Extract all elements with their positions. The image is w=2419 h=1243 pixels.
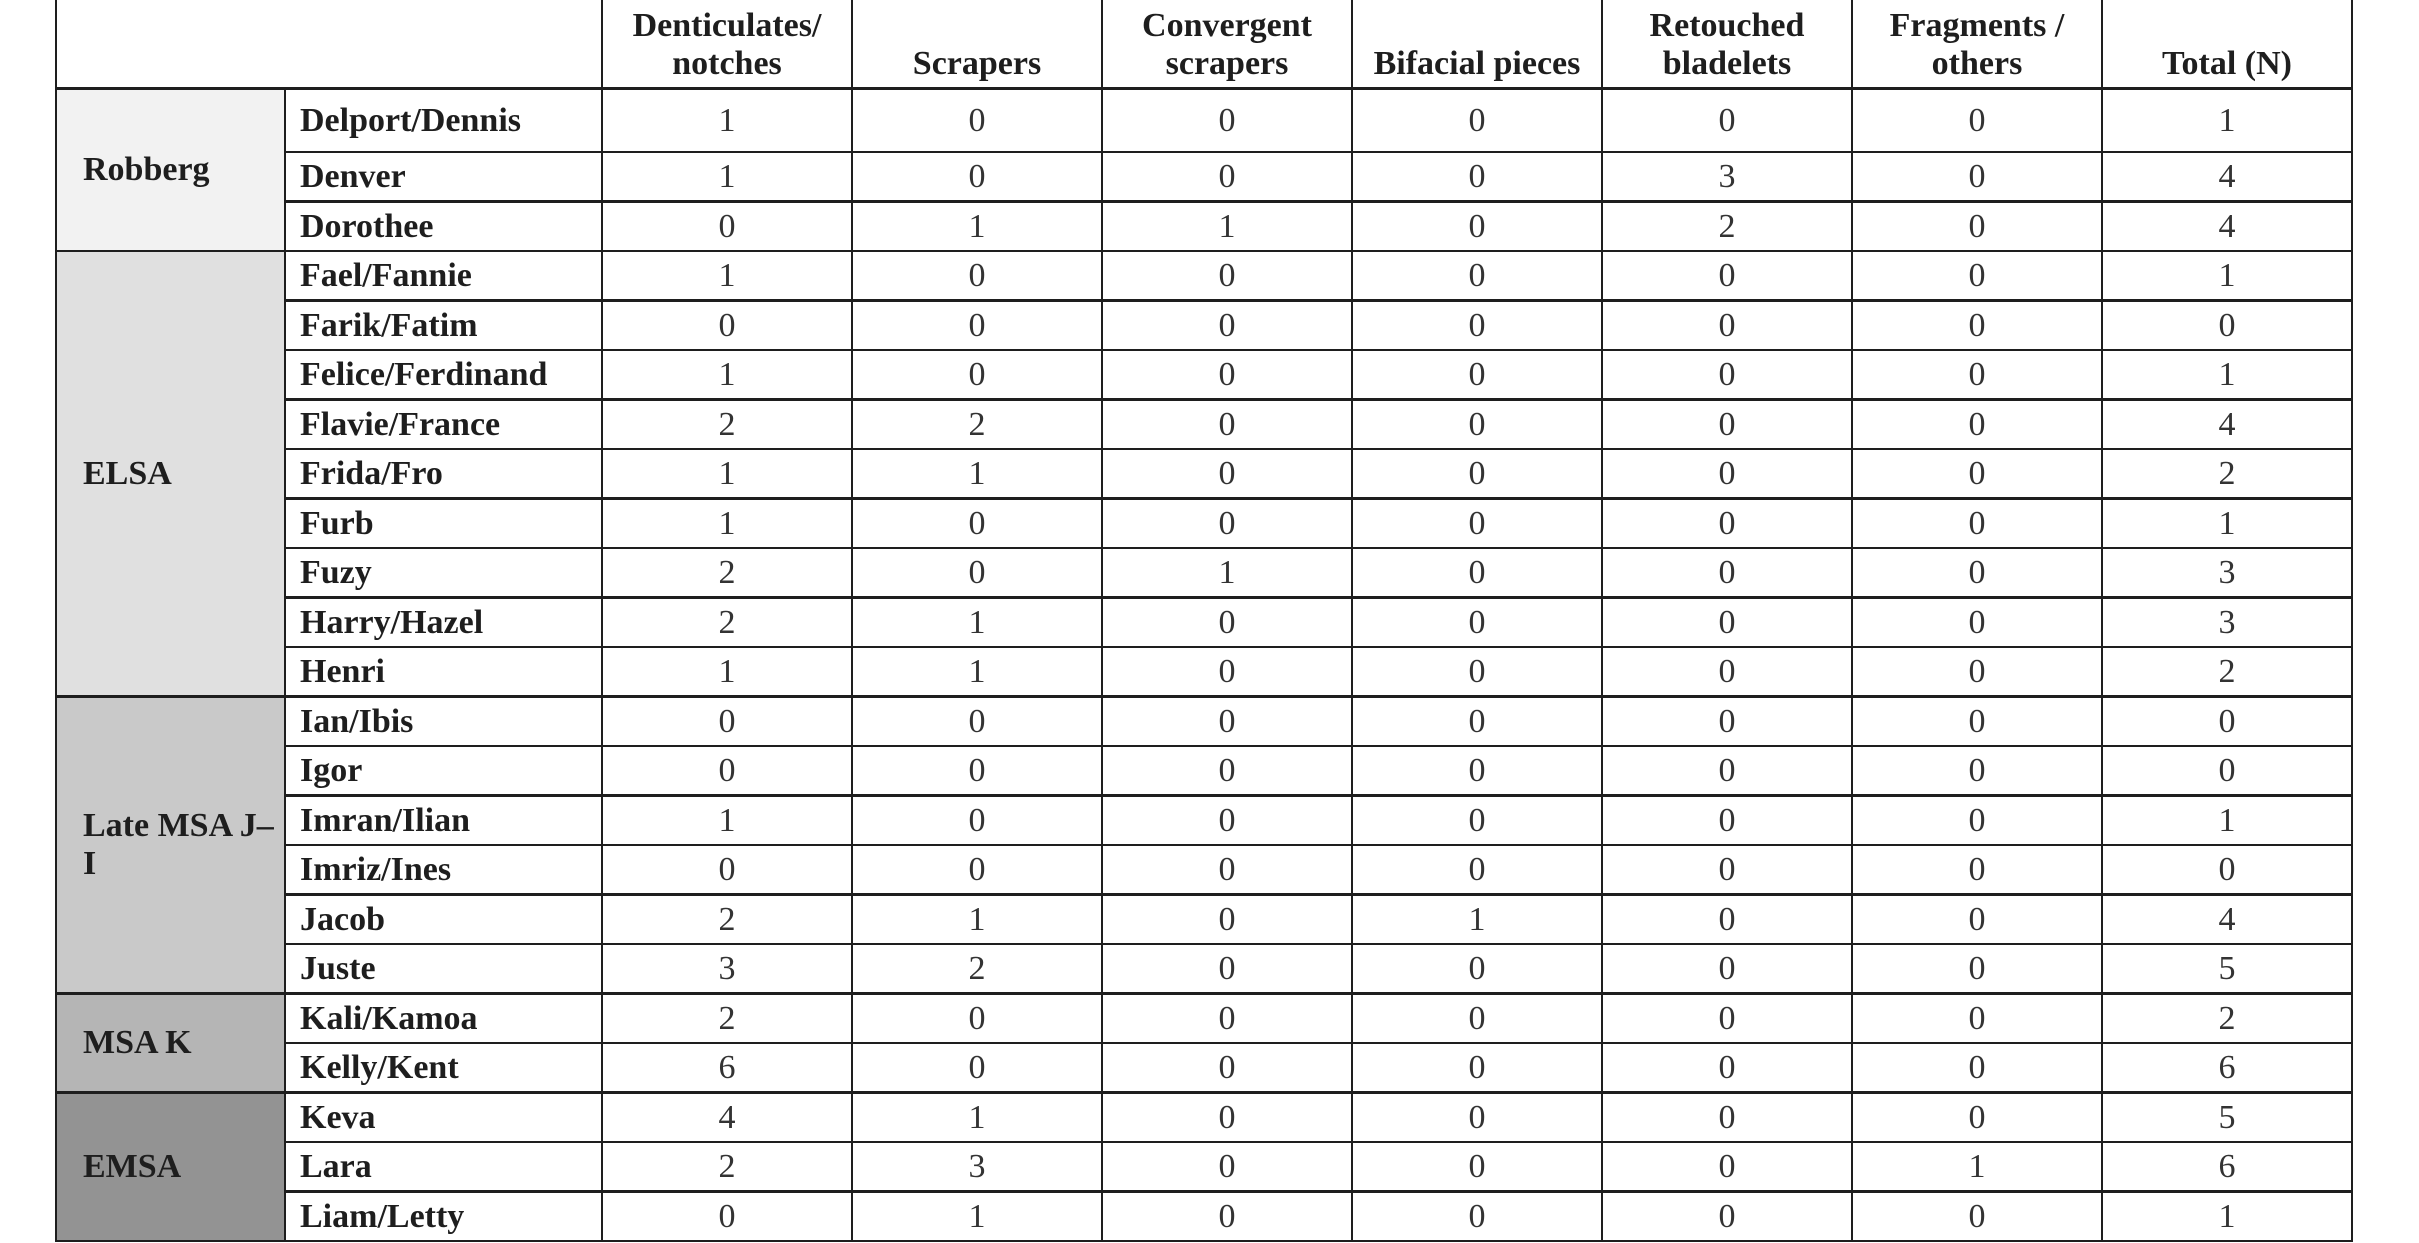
count-cell: 0 [1352,251,1602,301]
count-cell: 2 [602,400,852,450]
table-row [56,746,2352,796]
count-cell: 0 [1352,89,1602,153]
row-name: Ian/Ibis [285,697,602,747]
group-label: Late MSA J–I [56,697,285,994]
count-cell: 0 [1102,301,1352,351]
count-cell: 0 [1602,499,1852,549]
count-cell: 0 [602,202,852,252]
count-cell: 0 [1102,796,1352,846]
table-row [56,1093,2352,1143]
header-bifacial-pieces: Bifacial pieces [1352,0,1602,89]
header-retouched-bladelets: Retouched bladelets [1602,0,1852,89]
table-row [56,499,2352,549]
count-cell: 0 [852,350,1102,400]
count-cell: 0 [1352,697,1602,747]
count-cell: 0 [1602,449,1852,499]
row-name: Harry/Hazel [285,598,602,648]
table-row [56,251,2352,301]
total-cell: 4 [2102,202,2352,252]
count-cell: 0 [1852,697,2102,747]
total-cell: 0 [2102,746,2352,796]
row-name: Fuzy [285,548,602,598]
count-cell: 3 [602,944,852,994]
count-cell: 0 [1102,944,1352,994]
count-cell: 0 [1352,845,1602,895]
count-cell: 0 [1602,548,1852,598]
count-cell: 0 [602,697,852,747]
count-cell: 2 [602,1142,852,1192]
total-cell: 1 [2102,89,2352,153]
count-cell: 1 [1102,548,1352,598]
table-row [56,697,2352,747]
count-cell: 1 [1352,895,1602,945]
count-cell: 0 [1102,994,1352,1044]
header-denticulates: Denticulates/ notches [602,0,852,89]
total-cell: 6 [2102,1043,2352,1093]
row-name: Keva [285,1093,602,1143]
table-row [56,152,2352,202]
table-row [56,1043,2352,1093]
count-cell: 0 [1352,1093,1602,1143]
count-cell: 1 [602,499,852,549]
row-name: Kali/Kamoa [285,994,602,1044]
count-cell: 1 [852,647,1102,697]
count-cell: 0 [1602,697,1852,747]
total-cell: 5 [2102,944,2352,994]
table-row [56,1142,2352,1192]
count-cell: 0 [602,1192,852,1242]
count-cell: 0 [1352,350,1602,400]
count-cell: 0 [1352,1142,1602,1192]
count-cell: 1 [852,895,1102,945]
table-row [56,944,2352,994]
count-cell: 0 [1602,944,1852,994]
count-cell: 0 [1102,449,1352,499]
count-cell: 1 [852,202,1102,252]
count-cell: 0 [852,152,1102,202]
row-name: Felice/Ferdinand [285,350,602,400]
count-cell: 0 [1102,350,1352,400]
table-row [56,1192,2352,1242]
count-cell: 0 [1102,1093,1352,1143]
count-cell: 0 [1102,251,1352,301]
count-cell: 0 [1352,746,1602,796]
count-cell: 0 [1852,449,2102,499]
total-cell: 6 [2102,1142,2352,1192]
row-name: Imriz/Ines [285,845,602,895]
count-cell: 0 [1852,1192,2102,1242]
count-cell: 0 [1602,301,1852,351]
count-cell: 1 [602,449,852,499]
total-cell: 1 [2102,499,2352,549]
count-cell: 1 [852,598,1102,648]
count-cell: 0 [1852,202,2102,252]
lithic-tools-table [55,0,2353,1242]
header-scrapers: Scrapers [852,0,1102,89]
count-cell: 0 [1102,1142,1352,1192]
count-cell: 1 [852,1192,1102,1242]
count-cell: 0 [1852,152,2102,202]
total-cell: 1 [2102,251,2352,301]
count-cell: 0 [1102,1192,1352,1242]
count-cell: 1 [852,1093,1102,1143]
row-name: Farik/Fatim [285,301,602,351]
count-cell: 0 [852,796,1102,846]
count-cell: 0 [852,994,1102,1044]
table-row [56,202,2352,252]
count-cell: 1 [1852,1142,2102,1192]
total-cell: 4 [2102,895,2352,945]
count-cell: 0 [1352,548,1602,598]
count-cell: 0 [1852,895,2102,945]
count-cell: 0 [1852,994,2102,1044]
table-row [56,89,2352,153]
total-cell: 4 [2102,400,2352,450]
total-cell: 1 [2102,1192,2352,1242]
count-cell: 0 [1102,895,1352,945]
row-name: Imran/Ilian [285,796,602,846]
count-cell: 0 [1352,1192,1602,1242]
count-cell: 0 [852,499,1102,549]
count-cell: 0 [1352,796,1602,846]
row-name: Fael/Fannie [285,251,602,301]
header-row [56,0,2352,89]
count-cell: 0 [852,746,1102,796]
count-cell: 2 [852,400,1102,450]
header-total: Total (N) [2102,0,2352,89]
count-cell: 2 [602,548,852,598]
count-cell: 2 [602,598,852,648]
count-cell: 0 [1352,598,1602,648]
count-cell: 1 [602,89,852,153]
row-name: Liam/Letty [285,1192,602,1242]
count-cell: 0 [1102,647,1352,697]
count-cell: 0 [1852,598,2102,648]
count-cell: 0 [1602,1043,1852,1093]
total-cell: 4 [2102,152,2352,202]
row-name: Frida/Fro [285,449,602,499]
table-row [56,598,2352,648]
count-cell: 0 [1352,400,1602,450]
row-name: Dorothee [285,202,602,252]
count-cell: 0 [1352,944,1602,994]
count-cell: 0 [1852,400,2102,450]
count-cell: 0 [1602,647,1852,697]
count-cell: 3 [1602,152,1852,202]
table-row [56,994,2352,1044]
group-label: MSA K [56,994,285,1093]
count-cell: 0 [1102,400,1352,450]
count-cell: 0 [1852,548,2102,598]
count-cell: 0 [1102,89,1352,153]
count-cell: 0 [852,1043,1102,1093]
table-body [56,89,2352,1242]
count-cell: 1 [852,449,1102,499]
count-cell: 1 [1102,202,1352,252]
count-cell: 1 [602,647,852,697]
count-cell: 0 [1852,499,2102,549]
count-cell: 0 [852,845,1102,895]
total-cell: 0 [2102,845,2352,895]
count-cell: 0 [852,301,1102,351]
count-cell: 0 [1352,152,1602,202]
count-cell: 0 [1852,845,2102,895]
count-cell: 0 [1352,301,1602,351]
count-cell: 0 [1602,251,1852,301]
count-cell: 0 [1852,301,2102,351]
row-name: Juste [285,944,602,994]
count-cell: 0 [1352,499,1602,549]
count-cell: 0 [1352,449,1602,499]
total-cell: 5 [2102,1093,2352,1143]
count-cell: 3 [852,1142,1102,1192]
table-row [56,449,2352,499]
group-label: EMSA [56,1093,285,1242]
count-cell: 0 [1102,746,1352,796]
count-cell: 6 [602,1043,852,1093]
total-cell: 2 [2102,647,2352,697]
count-cell: 0 [1352,647,1602,697]
count-cell: 0 [1852,944,2102,994]
total-cell: 2 [2102,449,2352,499]
count-cell: 1 [602,251,852,301]
table-row [56,845,2352,895]
count-cell: 0 [1102,1043,1352,1093]
count-cell: 0 [1352,994,1602,1044]
count-cell: 0 [852,89,1102,153]
total-cell: 1 [2102,350,2352,400]
row-name: Flavie/France [285,400,602,450]
table-row [56,301,2352,351]
count-cell: 1 [602,350,852,400]
count-cell: 0 [1852,796,2102,846]
count-cell: 0 [1602,89,1852,153]
count-cell: 0 [852,251,1102,301]
total-cell: 0 [2102,697,2352,747]
table-row [56,796,2352,846]
count-cell: 0 [1602,1093,1852,1143]
count-cell: 0 [1602,1192,1852,1242]
row-name: Igor [285,746,602,796]
count-cell: 0 [602,845,852,895]
count-cell: 4 [602,1093,852,1143]
count-cell: 0 [1852,350,2102,400]
count-cell: 2 [602,895,852,945]
count-cell: 0 [1602,400,1852,450]
count-cell: 1 [602,796,852,846]
count-cell: 0 [1602,598,1852,648]
count-cell: 0 [1102,152,1352,202]
count-cell: 0 [1602,796,1852,846]
count-cell: 0 [1852,746,2102,796]
count-cell: 0 [852,548,1102,598]
count-cell: 0 [1102,499,1352,549]
count-cell: 0 [1602,746,1852,796]
header-fragments-others: Fragments / others [1852,0,2102,89]
total-cell: 1 [2102,796,2352,846]
total-cell: 3 [2102,548,2352,598]
table-row [56,350,2352,400]
header-blank-cell [56,0,602,89]
group-label: ELSA [56,251,285,697]
total-cell: 2 [2102,994,2352,1044]
count-cell: 2 [852,944,1102,994]
group-label: Robberg [56,89,285,252]
row-name: Furb [285,499,602,549]
header-convergent-scrapers: Convergent scrapers [1102,0,1352,89]
table-row [56,647,2352,697]
count-cell: 2 [602,994,852,1044]
count-cell: 2 [1602,202,1852,252]
count-cell: 0 [1852,647,2102,697]
count-cell: 1 [602,152,852,202]
count-cell: 0 [1602,1142,1852,1192]
count-cell: 0 [1602,895,1852,945]
count-cell: 0 [1852,89,2102,153]
count-cell: 0 [602,746,852,796]
row-name: Denver [285,152,602,202]
count-cell: 0 [1102,845,1352,895]
count-cell: 0 [1602,845,1852,895]
count-cell: 0 [1852,1043,2102,1093]
row-name: Jacob [285,895,602,945]
count-cell: 0 [1102,697,1352,747]
table-row [56,400,2352,450]
count-cell: 0 [1852,251,2102,301]
count-cell: 0 [602,301,852,351]
count-cell: 0 [1352,1043,1602,1093]
table-row [56,548,2352,598]
count-cell: 0 [852,697,1102,747]
total-cell: 0 [2102,301,2352,351]
row-name: Delport/Dennis [285,89,602,153]
table-row [56,895,2352,945]
count-cell: 0 [1602,994,1852,1044]
total-cell: 3 [2102,598,2352,648]
count-cell: 0 [1352,202,1602,252]
count-cell: 0 [1602,350,1852,400]
row-name: Kelly/Kent [285,1043,602,1093]
row-name: Henri [285,647,602,697]
count-cell: 0 [1102,598,1352,648]
row-name: Lara [285,1142,602,1192]
count-cell: 0 [1852,1093,2102,1143]
